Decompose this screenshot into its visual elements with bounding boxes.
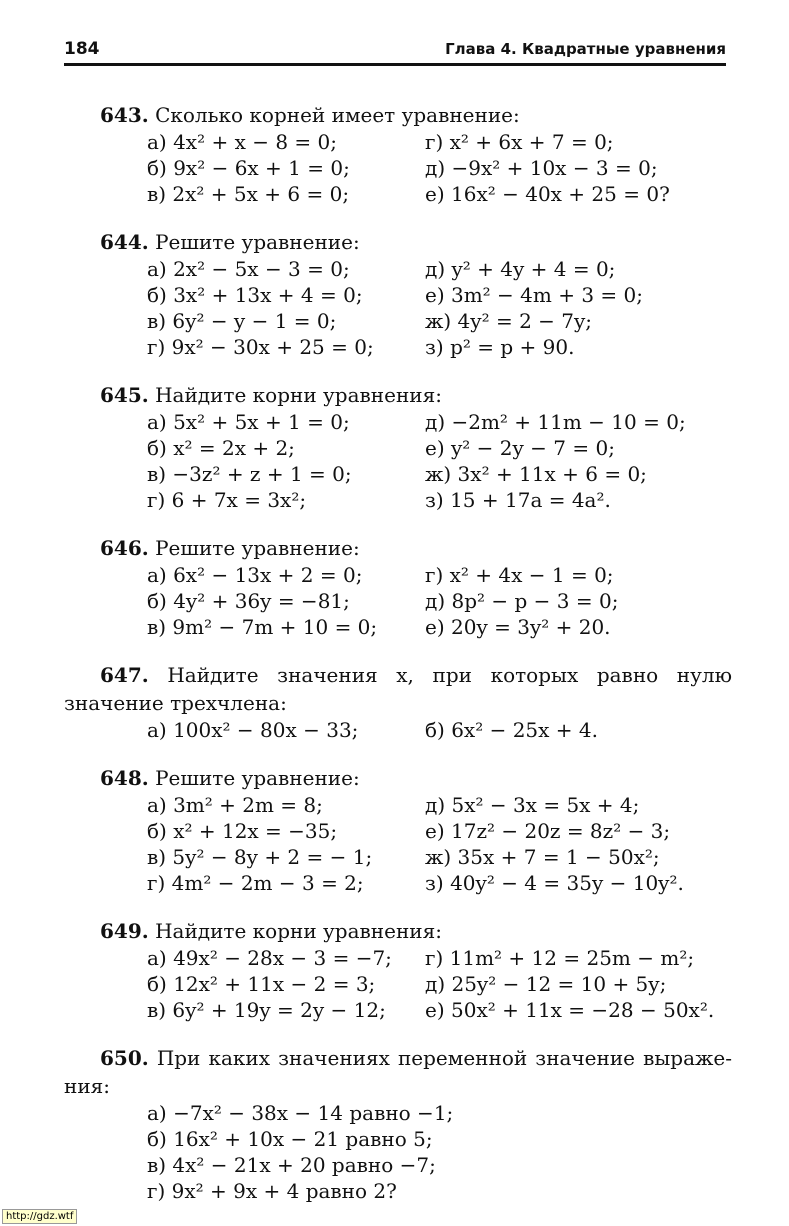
exercise-heading (64, 917, 732, 945)
exercise-prompt: Найдите корни уравнения: (155, 383, 442, 407)
equation-item: г) 9x² − 30x + 25 = 0; (147, 335, 374, 359)
equation-item: з) 40y² − 4 = 35y − 10y². (425, 871, 684, 895)
equation-list (64, 129, 732, 207)
equation-item: з) 15 + 17a = 4a². (425, 488, 611, 512)
exercise-prompt: При каких значениях переменной значение выражения: (64, 1046, 732, 1098)
equation-item: г) 6 + 7x = 3x²; (147, 488, 307, 512)
equation-item: ж) 4y² = 2 − 7y; (425, 309, 593, 333)
equation-item: б) x² + 12x = −35; (147, 819, 338, 843)
equation-item: б) 4y² + 36y = −81; (147, 589, 350, 613)
equation-item: в) 4x² − 21x + 20 равно −7; (147, 1153, 436, 1177)
exercise-646 (64, 534, 732, 640)
exercise-heading (64, 534, 732, 562)
equation-item: а) 3m² + 2m = 8; (147, 793, 323, 817)
equation-item: д) y² + 4y + 4 = 0; (425, 257, 616, 281)
equation-item: в) 6y² − y − 1 = 0; (147, 309, 337, 333)
equation-list (64, 792, 732, 896)
exercise-prompt: Решите уравнение: (155, 536, 360, 560)
exercise-heading (64, 764, 732, 792)
equation-item: в) 5y² − 8y + 2 = − 1; (147, 845, 373, 869)
equation-item: б) 12x² + 11x − 2 = 3; (147, 972, 376, 996)
equation-item: е) 50x² + 11x = −28 − 50x². (425, 998, 715, 1022)
equation-item: д) 8p² − p − 3 = 0; (425, 589, 619, 613)
exercise-number: 644. (100, 230, 149, 254)
exercise-number: 649. (100, 919, 149, 943)
equation-item: б) 3x² + 13x + 4 = 0; (147, 283, 363, 307)
equation-item: а) 4x² + x − 8 = 0; (147, 130, 337, 154)
exercise-prompt: Решите уравнение: (155, 230, 360, 254)
equation-list (64, 717, 732, 743)
equation-item: ж) 35x + 7 = 1 − 50x²; (425, 845, 660, 869)
equation-item: а) 2x² − 5x − 3 = 0; (147, 257, 350, 281)
equation-item: б) x² = 2x + 2; (147, 436, 295, 460)
equation-list (64, 562, 732, 640)
equation-item: е) 3m² − 4m + 3 = 0; (425, 283, 643, 307)
equation-item: г) 9x² + 9x + 4 равно 2? (147, 1179, 397, 1203)
equation-item: е) 17z² − 20z = 8z² − 3; (425, 819, 671, 843)
equation-item: б) 6x² − 25x + 4. (425, 718, 598, 742)
page-number: 184 (64, 39, 100, 59)
equation-item: в) 6y² + 19y = 2y − 12; (147, 998, 386, 1022)
equation-item: д) −2m² + 11m − 10 = 0; (425, 410, 686, 434)
exercise-645 (64, 381, 732, 513)
equation-item: д) 5x² − 3x = 5x + 4; (425, 793, 640, 817)
equation-item: г) x² + 6x + 7 = 0; (425, 130, 614, 154)
exercise-647 (64, 661, 732, 743)
exercise-648 (64, 764, 732, 896)
chapter-title: Глава 4. Квадратные уравнения (445, 40, 726, 58)
exercise-heading (64, 381, 732, 409)
exercise-number: 647. (100, 663, 149, 687)
equation-item: в) −3z² + z + 1 = 0; (147, 462, 352, 486)
equation-list (64, 1100, 732, 1204)
equation-item: а) 49x² − 28x − 3 = −7; (147, 946, 392, 970)
exercise-number: 648. (100, 766, 149, 790)
exercise-number: 645. (100, 383, 149, 407)
exercise-number: 646. (100, 536, 149, 560)
equation-item: а) 100x² − 80x − 33; (147, 718, 359, 742)
equation-list (64, 945, 732, 1023)
equation-item: г) 4m² − 2m − 3 = 2; (147, 871, 364, 895)
equation-item: в) 2x² + 5x + 6 = 0; (147, 182, 350, 206)
exercise-644 (64, 228, 732, 360)
exercise-prompt: Найдите значения x, при которых равно нулю значение трехчлена: (64, 663, 733, 715)
equation-item: д) −9x² + 10x − 3 = 0; (425, 156, 658, 180)
exercise-heading (64, 228, 732, 256)
source-url[interactable]: http://gdz.wtf (2, 1209, 77, 1224)
equation-item: ж) 3x² + 11x + 6 = 0; (425, 462, 647, 486)
equation-item: а) 5x² + 5x + 1 = 0; (147, 410, 350, 434)
equation-list (64, 256, 732, 360)
equation-item: з) p² = p + 90. (425, 335, 575, 359)
exercise-prompt: Найдите корни уравнения: (155, 919, 442, 943)
equation-item: е) 16x² − 40x + 25 = 0? (425, 182, 670, 206)
equation-item: в) 9m² − 7m + 10 = 0; (147, 615, 378, 639)
equation-item: е) y² − 2y − 7 = 0; (425, 436, 615, 460)
exercise-prompt: Решите уравнение: (155, 766, 360, 790)
equation-item: г) 11m² + 12 = 25m − m²; (425, 946, 695, 970)
exercise-number: 643. (100, 103, 149, 127)
exercise-643 (64, 101, 732, 207)
exercise-prompt: Сколько корней имеет уравнение: (155, 103, 520, 127)
equation-item: а) 6x² − 13x + 2 = 0; (147, 563, 363, 587)
equation-item: б) 16x² + 10x − 21 равно 5; (147, 1127, 433, 1151)
exercise-649 (64, 917, 732, 1023)
equation-item: е) 20y = 3y² + 20. (425, 615, 611, 639)
equation-item: б) 9x² − 6x + 1 = 0; (147, 156, 350, 180)
equation-item: д) 25y² − 12 = 10 + 5y; (425, 972, 667, 996)
exercise-heading (64, 1044, 732, 1100)
exercise-heading (64, 661, 732, 717)
equation-item: а) −7x² − 38x − 14 равно −1; (147, 1101, 454, 1125)
exercise-heading (64, 101, 732, 129)
exercise-number: 650. (100, 1046, 149, 1070)
exercise-650 (64, 1044, 732, 1204)
equation-item: г) x² + 4x − 1 = 0; (425, 563, 614, 587)
exercises (64, 101, 732, 1225)
equation-list (64, 409, 732, 513)
page-header (64, 37, 726, 66)
